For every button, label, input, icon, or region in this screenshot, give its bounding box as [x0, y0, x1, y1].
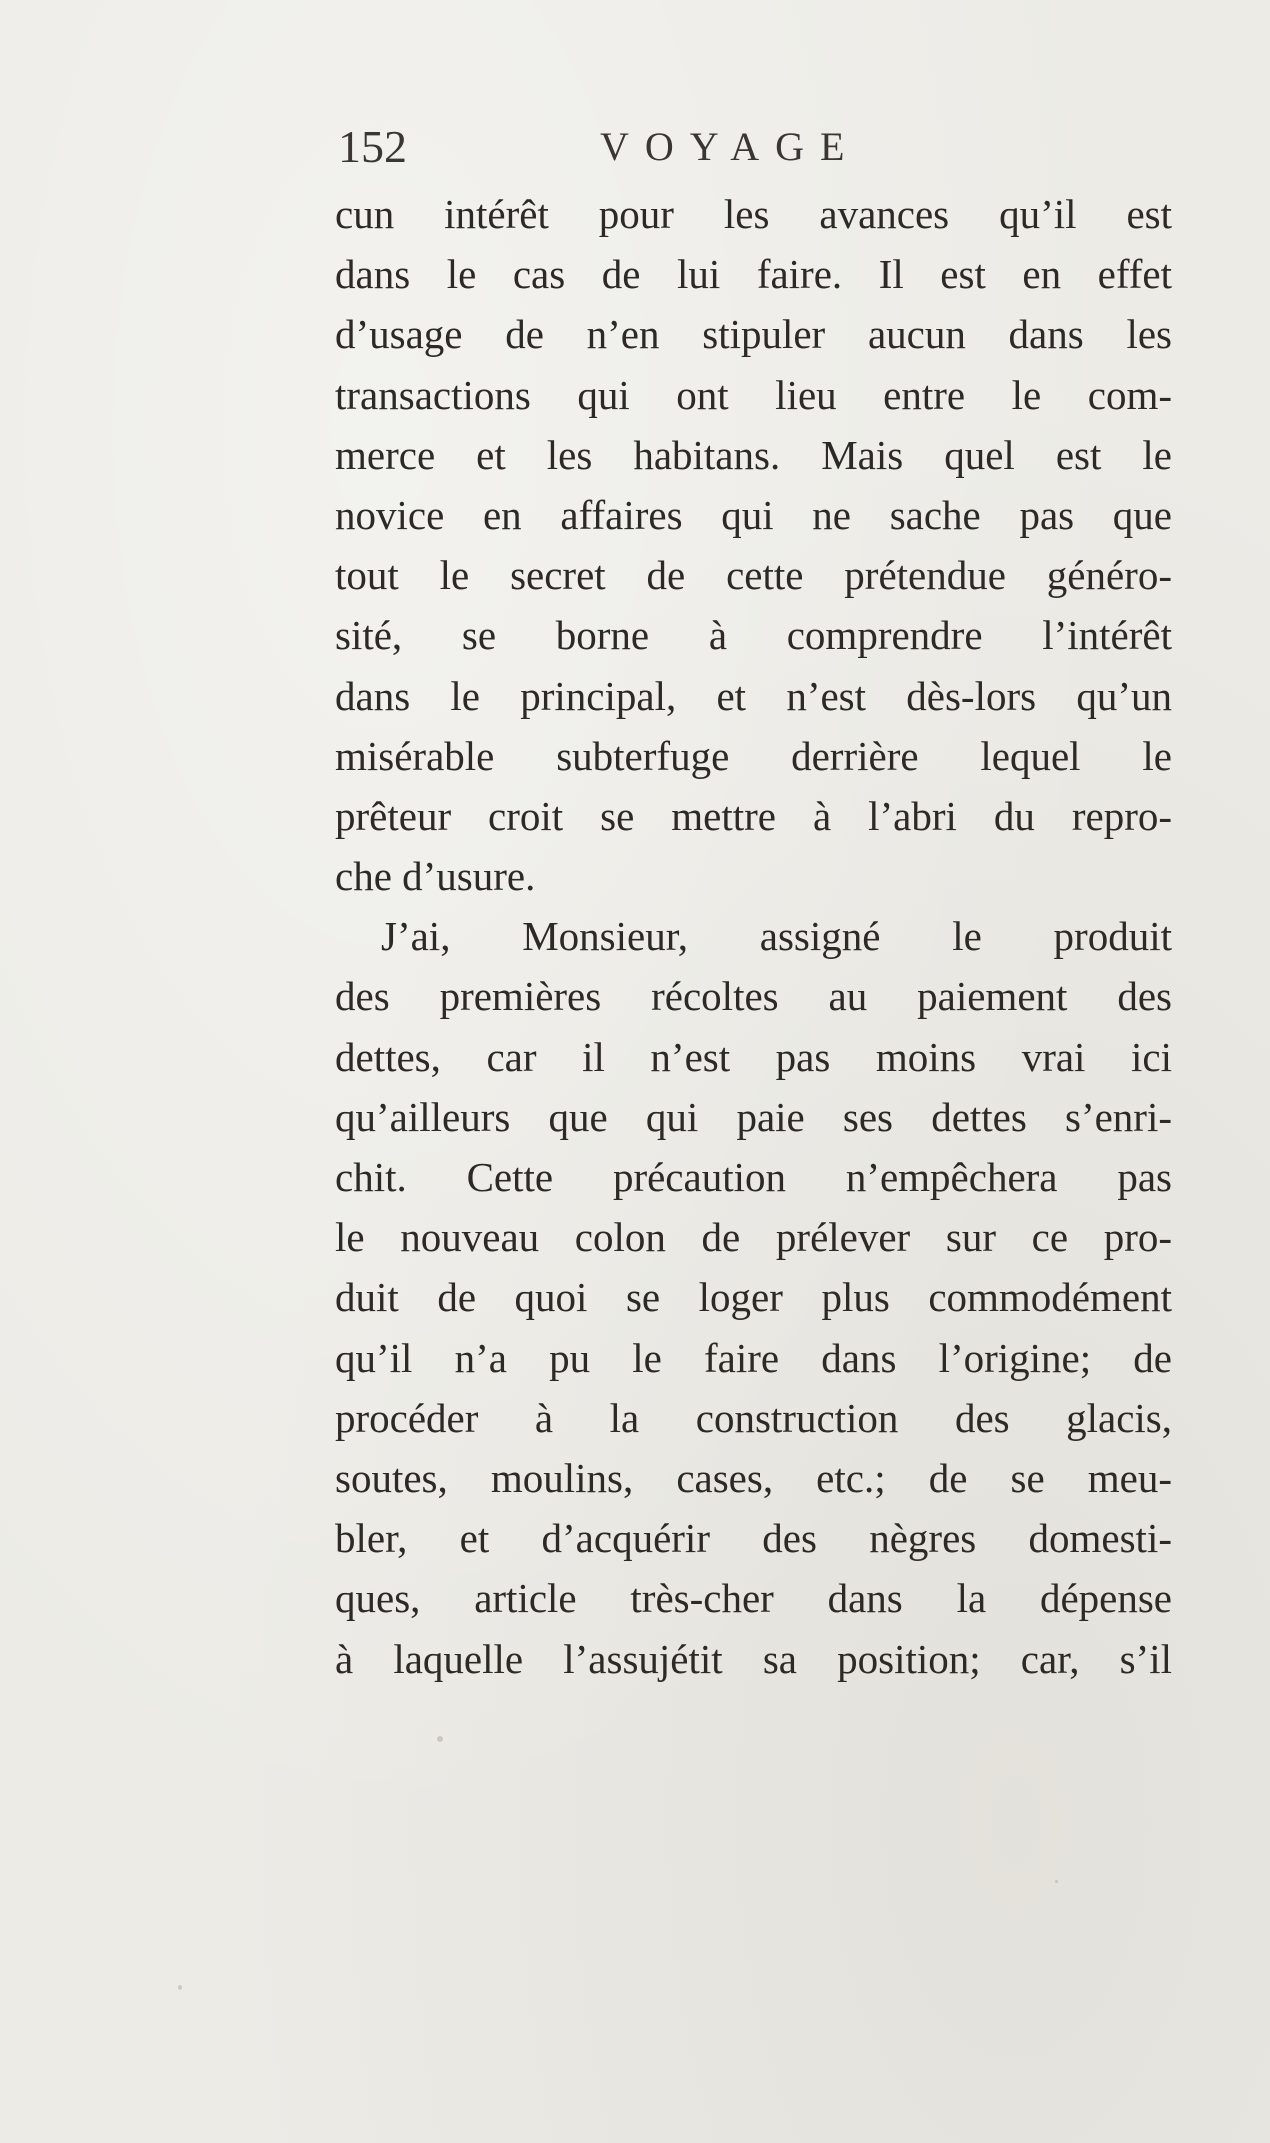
- text-line: le nouveau colon de prélever sur ce pro-: [335, 1214, 1172, 1261]
- paragraph-1: [335, 184, 1172, 906]
- text-line: qu’il n’a pu le faire dans l’origine; de: [335, 1334, 1172, 1381]
- text-line: che d’usure.: [335, 853, 536, 900]
- paper-speck: [178, 1985, 182, 1990]
- text-line: merce et les habitans. Mais quel est le: [335, 431, 1172, 478]
- paragraph-2: [335, 906, 1172, 1688]
- paper-speck: [437, 1736, 443, 1742]
- text-line: misérable subterfuge derrière lequel le: [335, 732, 1172, 779]
- text-line: transactions qui ont lieu entre le com-: [335, 371, 1172, 418]
- text-line: à laquelle l’assujétit sa position; car, s’il: [335, 1635, 1172, 1682]
- text-line: bler, et d’acquérir des nègres domesti-: [335, 1515, 1172, 1562]
- text-line: ques, article très-cher dans la dépense: [335, 1575, 1172, 1622]
- text-line: duit de quoi se loger plus commodément: [335, 1274, 1172, 1321]
- text-line: dettes, car il n’est pas moins vrai ici: [335, 1033, 1172, 1080]
- text-line: cun intérêt pour les avances qu’il est: [335, 191, 1172, 237]
- text-line: dans le cas de lui faire. Il est en effet: [335, 251, 1172, 298]
- text-line: J’ai, Monsieur, assigné le produit: [381, 913, 1172, 960]
- paper-speck: [1055, 1880, 1058, 1883]
- text-line: qu’ailleurs que qui paie ses dettes s’enri-: [335, 1093, 1172, 1140]
- text-line: des premières récoltes au paiement des: [335, 973, 1172, 1020]
- text-line: procéder à la construction des glacis,: [335, 1394, 1172, 1441]
- text-line: soutes, moulins, cases, etc.; de se meu-: [335, 1454, 1172, 1501]
- running-title: VOYAGE: [600, 124, 861, 169]
- text-line: prêteur croit se mettre à l’abri du repro-: [335, 792, 1172, 839]
- text-line: tout le secret de cette prétendue généro-: [335, 552, 1172, 599]
- text-line: dans le principal, et n’est dès-lors qu’un: [335, 672, 1172, 719]
- text-line: d’usage de n’en stipuler aucun dans les: [335, 311, 1172, 358]
- text-line: chit. Cette précaution n’empêchera pas: [335, 1154, 1172, 1200]
- body-text: [335, 184, 1172, 1689]
- page-number: 152: [338, 121, 407, 172]
- text-line: sité, se borne à comprendre l’intérêt: [335, 612, 1172, 659]
- running-header: [338, 112, 1188, 182]
- text-line: novice en affaires qui ne sache pas que: [335, 491, 1172, 538]
